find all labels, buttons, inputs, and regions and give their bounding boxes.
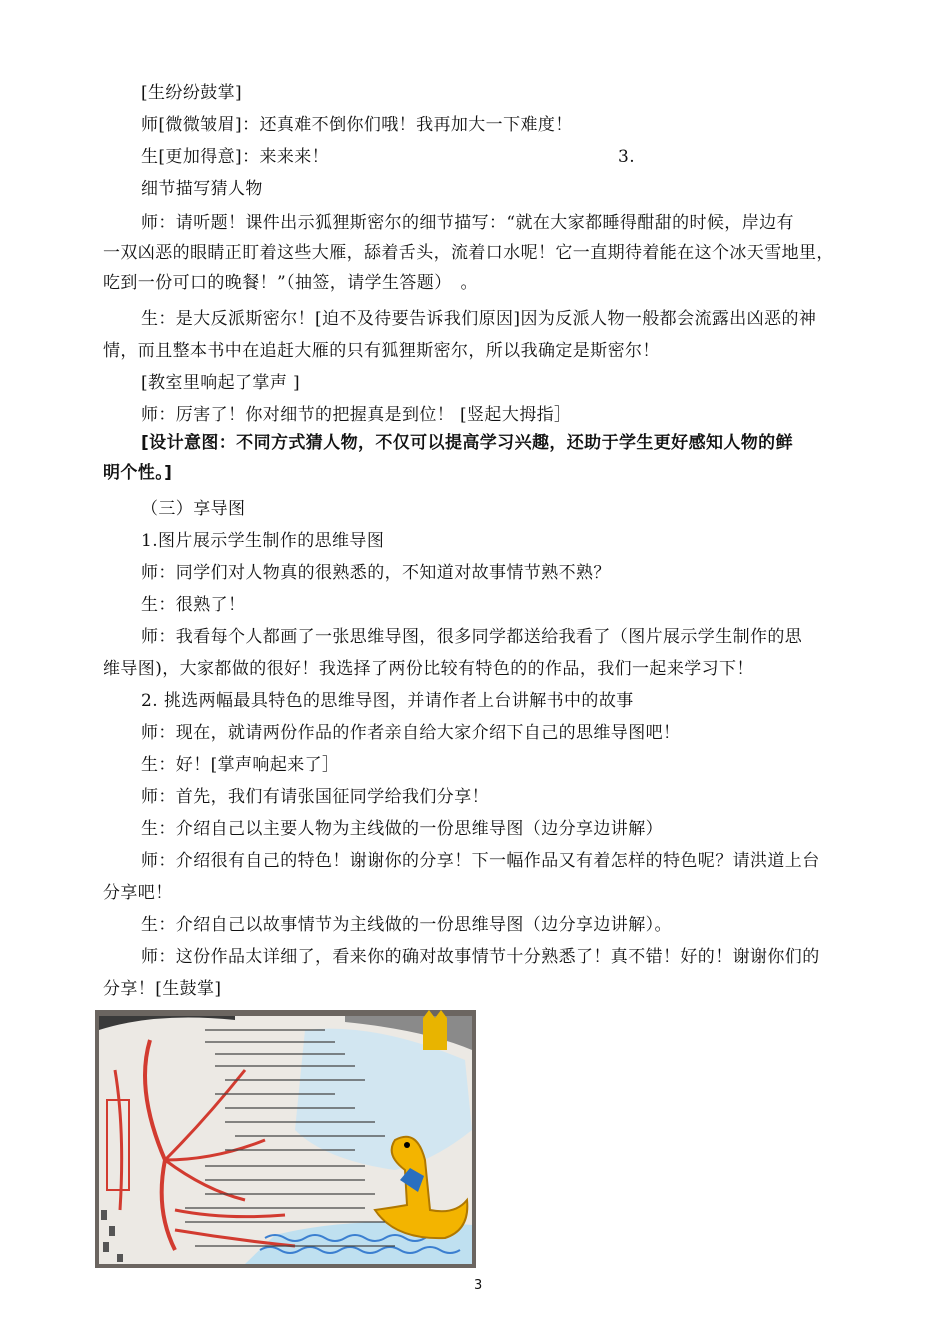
text-line: 一双凶恶的眼睛正盯着这些大雁，舔着舌头，流着口水呢！它一直期待着能在这个冰天雪地里， (103, 243, 834, 263)
text-line: 师：我看每个人都画了一张思维导图，很多同学都送给我看了（图片展示学生制作的思 (141, 627, 803, 647)
text-line: 师：厉害了！你对细节的把握真是到位！ [竖起大拇指］ (141, 405, 572, 425)
text-line: 生：很熟了！ (141, 595, 246, 615)
text-line: 生：介绍自己以故事情节为主线做的一份思维导图（边分享边讲解）。 (141, 915, 672, 935)
text-line: 情，而且整本书中在追赶大雁的只有狐狸斯密尔，所以我确定是斯密尔！ (103, 341, 660, 361)
text-line: 师[微微皱眉]：还真难不倒你们哦！我再加大一下难度！ (141, 115, 573, 135)
text-line: 师：同学们对人物真的很熟悉的，不知道对故事情节熟不熟？ (141, 563, 611, 583)
section-number: 3. (618, 147, 636, 167)
text-line: 师：首先，我们有请张国征同学给我们分享！ (141, 787, 489, 807)
text-line: 分享吧！ (103, 883, 173, 903)
text-line: 师：这份作品太详细了，看来你的确对故事情节十分熟悉了！真不错！好的！谢谢你们的 (141, 947, 820, 967)
text-line: 分享！[生鼓掌] (103, 979, 222, 999)
design-intent: [设计意图：不同方式猜人物，不仅可以提高学习兴趣，还助于学生更好感知人物的鲜 (141, 433, 793, 453)
mind-map-photo (95, 1010, 476, 1268)
text-line: 师：请听题！课件出示狐狸斯密尔的细节描写：“就在大家都睡得酣甜的时候，岸边有 (141, 213, 794, 233)
text-line: 生[更加得意]：来来来！ (141, 147, 330, 167)
section-heading: 细节描写猜人物 (141, 179, 263, 199)
text-line: 生：介绍自己以主要人物为主线做的一份思维导图（边分享边讲解） (141, 819, 663, 839)
text-line: [生纷纷鼓掌] (141, 83, 243, 103)
page-number: 3 (474, 1278, 483, 1293)
design-intent-cont: 明个性。] (103, 463, 173, 483)
text-line: [教室里响起了掌声 ] (141, 373, 301, 393)
list-item: 1.图片展示学生制作的思维导图 (141, 531, 385, 551)
text-line: 生：是大反派斯密尔！[迫不及待要告诉我们原因]因为反派人物一般都会流露出凶恶的神 (141, 309, 817, 329)
text-line: 维导图)，大家都做的很好！我选择了两份比较有特色的的作品，我们一起来学习下！ (103, 659, 754, 679)
text-line: 吃到一份可口的晚餐！”（抽签，请学生答题） 。 (103, 273, 478, 293)
section-heading: （三）享导图 (141, 499, 246, 519)
text-line: 师：现在，就请两份作品的作者亲自给大家介绍下自己的思维导图吧！ (141, 723, 681, 743)
text-line: 生：好！[掌声响起来了］ (141, 755, 340, 775)
list-item: 2. 挑选两幅最具特色的思维导图，并请作者上台讲解书中的故事 (141, 691, 634, 711)
text-line: 师：介绍很有自己的特色！谢谢你的分享！下一幅作品又有着怎样的特色呢？请洪道上台 (141, 851, 820, 871)
